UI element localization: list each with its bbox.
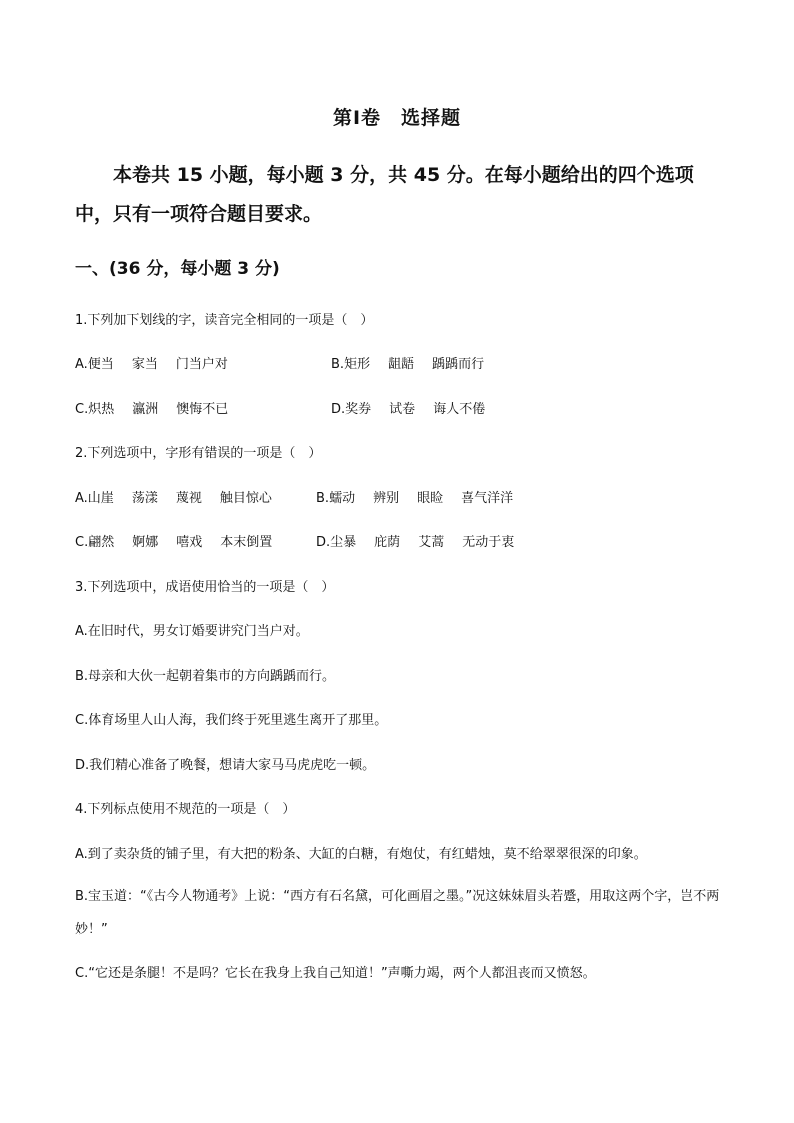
section-title: 一、(36 分，每小题 3 分) [75,259,280,279]
q1-option-d [331,398,485,417]
q3-option-b: B.母亲和大伙一起朝着集市的方向踽踽而行。 [75,669,336,684]
volume-title: 第Ⅰ卷 选择题 [332,107,462,129]
option-word: 触目惊心 [219,491,272,506]
option-word: 诲人不倦 [433,402,486,417]
option-word: 艾蒿 [418,535,445,550]
option-word: 蔑视 [175,491,202,506]
option-label: A. [75,357,88,372]
question-1-stem: 1.下列加下划线的字，读音完全相同的一项是（ ） [75,313,374,328]
option-label: B. [316,491,330,506]
intro-paragraph: 本卷共 15 小题，每小题 3 分，共 45 分。在每小题给出的四个选项中，只有一项符合题目要求。 [75,164,694,225]
option-word: 婀娜 [132,535,159,550]
question-2-stem: 2.下列选项中，字形有错误的一项是（ ） [75,446,322,461]
option-word: 龃龉 [388,357,415,372]
option-word: 本末倒置 [220,535,273,550]
option-word: 试卷 [389,402,416,417]
option-label: C. [75,402,89,417]
question-4-stem: 4.下列标点使用不规范的一项是（ ） [75,802,296,817]
option-word: 踽踽而行 [432,357,485,372]
q2-option-a [75,487,272,506]
q1-option-c [75,398,228,417]
q2-option-c [75,531,272,550]
option-word: 便当 [87,357,114,372]
option-word: 瀛洲 [132,402,159,417]
q2-option-b [316,487,513,506]
option-word: 嘻戏 [176,535,203,550]
option-word: 矩形 [344,357,371,372]
option-label: C. [75,535,89,550]
q4-option-c: C.“它还是条腿！不是吗？它长在我身上我自己知道！”声嘶力竭，两个人都沮丧而又愤怒。 [75,966,596,981]
option-word: 炽热 [88,402,115,417]
q4-option-a: A.到了卖杂货的铺子里，有大把的粉条、大缸的白糖，有炮仗，有红蜡烛，莫不给翠翠很深的印象。 [75,847,647,862]
q4-option-b: B.宝玉道：“《古今人物通考》上说：“西方有石名黛，可化画眉之墨。”况这妹妹眉头若蹙，用取这两个字，岂不两妙！” [75,889,720,937]
option-word: 懊悔不已 [176,402,229,417]
q3-option-a: A.在旧时代，男女订婚要讲究门当户对。 [75,624,309,639]
q1-option-a [75,353,228,372]
q3-option-d: D.我们精心准备了晚餐，想请大家马马虎虎吃一顿。 [75,758,376,773]
option-word: 眼睑 [417,491,444,506]
q3-option-c: C.体育场里人山人海，我们终于死里逃生离开了那里。 [75,713,388,728]
option-word: 喜气洋洋 [461,491,514,506]
option-word: 奖券 [345,402,372,417]
option-word: 蠕动 [329,491,356,506]
option-label: B. [331,357,345,372]
option-word: 庇荫 [374,535,401,550]
question-3-stem: 3.下列选项中，成语使用恰当的一项是（ ） [75,580,335,595]
option-word: 荡漾 [131,491,158,506]
option-word: 尘暴 [330,535,357,550]
option-word: 辨别 [373,491,400,506]
q1-option-b [331,353,484,372]
option-label: A. [75,491,88,506]
option-label: D. [316,535,331,550]
option-label: D. [331,402,346,417]
option-word: 家当 [131,357,158,372]
option-word: 门当户对 [175,357,228,372]
q2-option-d [316,531,514,550]
option-word: 翩然 [88,535,115,550]
option-word: 无动于衷 [462,535,515,550]
option-word: 山崖 [87,491,114,506]
